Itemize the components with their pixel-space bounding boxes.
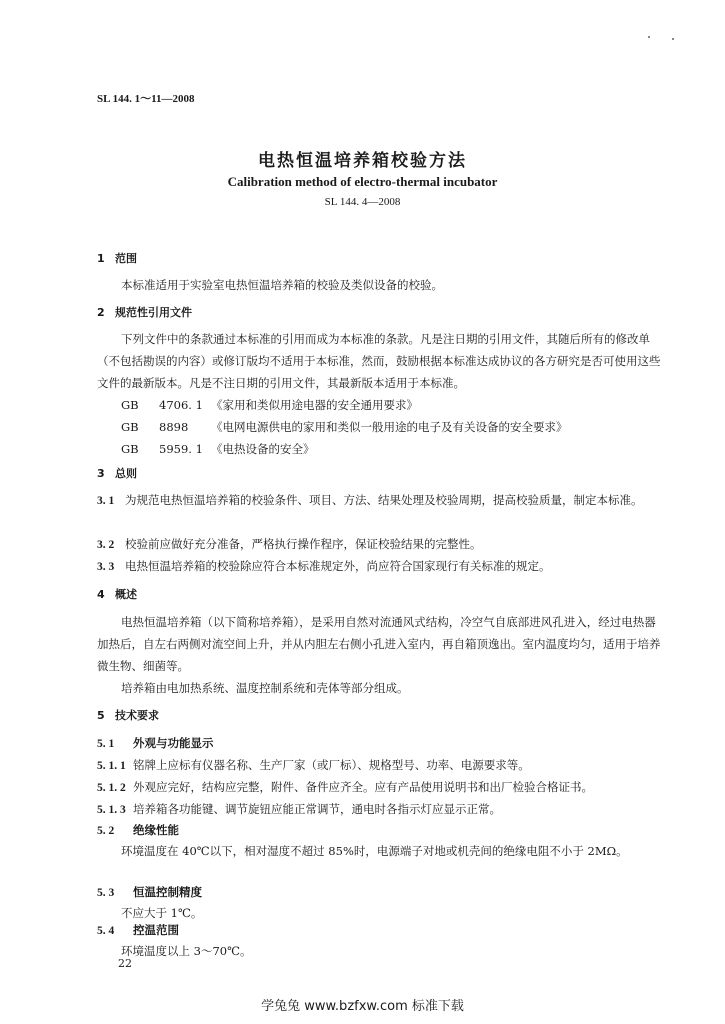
paragraph: 环境温度在 40℃以下，相对湿度不超过 85%时，电源端子对地或机壳间的绝缘电阻不小于 2MΩ。 [121,844,628,858]
ref-prefix: GB [121,442,139,456]
clause-number: 5. 1. 2 [97,782,126,794]
section-number: 3 [97,467,105,480]
subsection-5-2 [97,822,179,838]
paragraph: 电热恒温培养箱（以下简称培养箱），是采用自然对流通风式结构，冷空气自底部进风孔进入，经过电热器加热后，自左右两侧对流空间上升，并从内胆左右侧小孔进入室内，再自箱顶逸出。室内温度均匀，适用于培养微生物、细菌等。 [97,615,661,673]
paragraph: 不应大于 1℃。 [121,906,203,920]
section-heading-3 [97,465,137,481]
clause-number: 5. 1. 1 [97,760,126,772]
section-title: 规范性引用文件 [115,306,192,319]
clause-text: 铭牌上应标有仪器名称、生产厂家（或厂标）、规格型号、功率、电源要求等。 [133,758,530,772]
section-number: 5 [97,709,105,722]
clause-number: 3. 1 [97,495,115,507]
paragraph: 环境温度以上 3～70℃。 [121,944,252,958]
ref-prefix: GB [121,420,139,434]
clause-title: 绝缘性能 [133,823,179,837]
clause-text: 电热恒温培养箱的校验除应符合本标准规定外，尚应符合国家现行有关标准的规定。 [125,559,551,573]
section-number: 1 [97,252,105,265]
section-heading-4 [97,586,137,602]
clause-5-1-2 [97,779,593,795]
clause-3-3 [97,555,551,578]
ref-number: 5959. 1 [159,442,203,456]
section-heading-5 [97,707,159,723]
ref-title: 《电网电源供电的家用和类似一般用途的电子及有关设备的安全要求》 [211,420,568,434]
section-title: 总则 [115,467,137,480]
clause-text: 校验前应做好充分准备，严格执行操作程序，保证校验结果的完整性。 [125,537,482,551]
reference-item [121,438,315,460]
clause-3-2 [97,533,482,556]
clause-title: 恒温控制精度 [133,885,202,899]
section-heading-2 [97,304,192,320]
paragraph: 下列文件中的条款通过本标准的引用而成为本标准的条款。凡是注日期的引用文件，其随后所有的修改单（不包括勘误的内容）或修订版均不适用于本标准，然而，鼓励根据本标准达成协议的各方研究是否可使用这些文件的最新版本。凡是不注日期的引用文件，其最新版本适用于本标准。 [97,332,661,390]
clause-number: 5. 4 [97,925,115,937]
ref-title: 《家用和类似用途电器的安全通用要求》 [211,398,418,412]
clause-number: 3. 3 [97,561,115,573]
scan-speck [648,36,650,38]
clause-number: 3. 2 [97,539,115,551]
section-number: 4 [97,588,105,601]
section-title: 技术要求 [115,709,159,722]
scan-speck [672,38,674,40]
ref-title: 《电热设备的安全》 [211,442,315,456]
paragraph: 培养箱由电加热系统、温度控制系统和壳体等部分组成。 [121,681,409,695]
page-number: 22 [118,957,132,970]
paragraph: 本标准适用于实验室电热恒温培养箱的校验及类似设备的校验。 [121,278,443,292]
clause-number: 5. 3 [97,887,115,899]
ref-prefix: GB [121,398,139,412]
english-title: Calibration method of electro-thermal incubator [227,174,498,189]
clause-title: 外观与功能显示 [133,736,214,750]
standard-number: SL 144. 4—2008 [324,196,401,208]
clause-number: 5. 2 [97,825,115,837]
subsection-5-3 [97,884,202,900]
subsection-5-4 [97,922,179,938]
clause-5-1-3 [97,801,501,817]
section-title: 范围 [115,252,137,265]
subsection-5-1 [97,735,214,751]
clause-text: 培养箱各功能键、调节旋钮应能正常调节，通电时各指示灯应显示正常。 [133,802,501,816]
reference-item [121,416,568,438]
clause-number: 5. 1. 3 [97,804,126,816]
document-title: 电热恒温培养箱校验方法 [258,151,467,171]
running-header: SL 144. 1～11—2008 [97,93,195,105]
section-heading-1 [97,250,137,266]
section-title: 概述 [115,588,137,601]
ref-number: 4706. 1 [159,398,203,412]
section-number: 2 [97,306,105,319]
footer-watermark-link[interactable]: 学兔兔 www.bzfxw.com 标准下载 [261,999,464,1014]
clause-number: 5. 1 [97,738,115,750]
clause-text: 外观应完好，结构应完整，附件、备件应齐全。应有产品使用说明书和出厂检验合格证书。 [133,780,593,794]
clause-5-1-1 [97,757,530,773]
clause-title: 控温范围 [133,923,179,937]
reference-item [121,394,418,416]
ref-number: 8898 [159,420,189,434]
clause-3-1 [97,489,663,512]
clause-text: 为规范电热恒温培养箱的校验条件、项目、方法、结果处理及校验周期，提高校验质量，制定本标准。 [125,493,643,507]
